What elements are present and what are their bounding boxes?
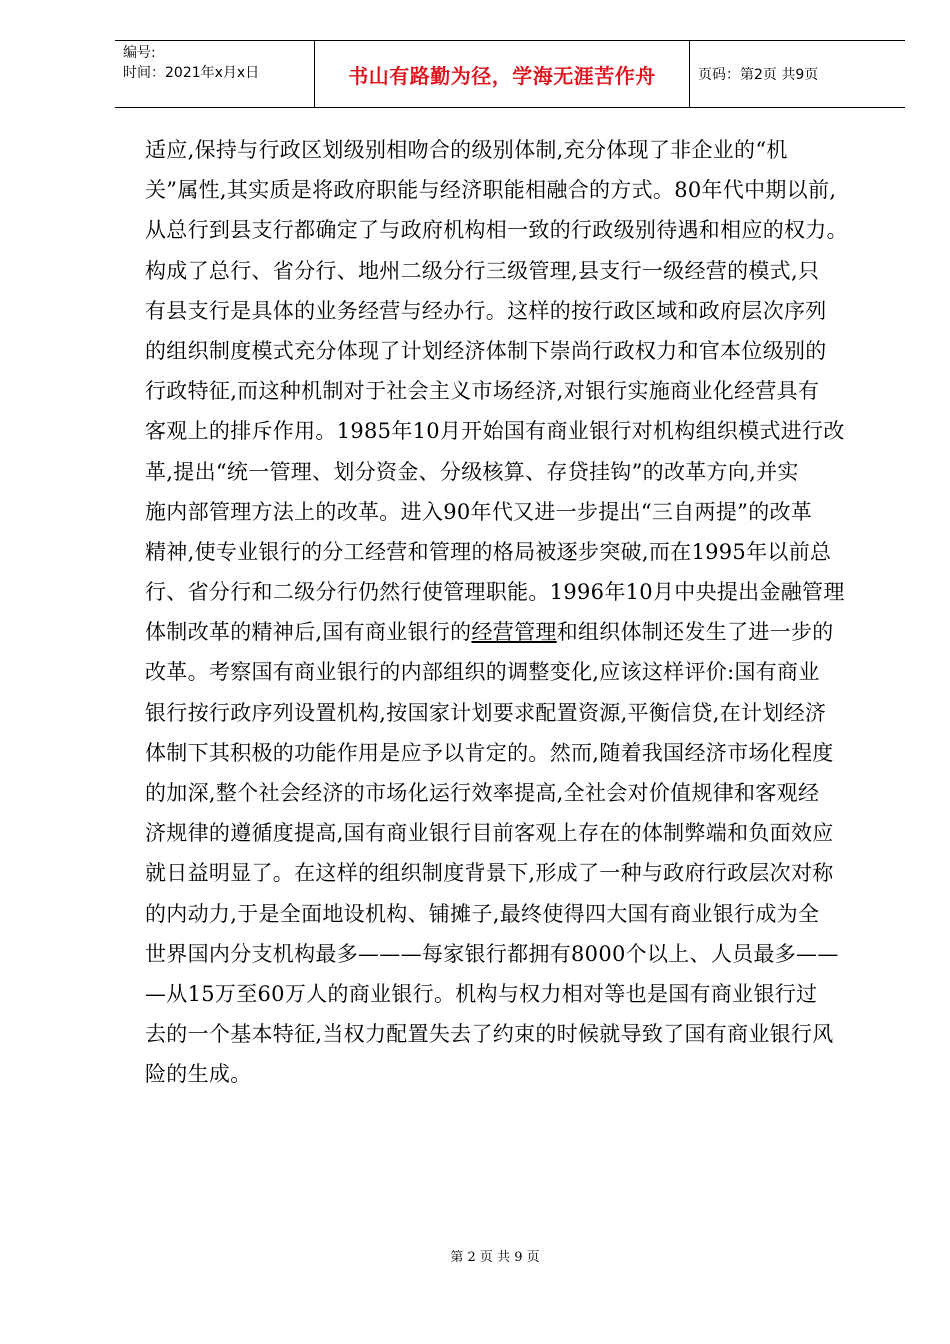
body-line: 体制下其积极的功能作用是应予以肯定的。然而,随着我国经济市场化程度 — [145, 740, 834, 765]
body-line: 精神,使专业银行的分工经营和管理的格局被逐步突破,而在1995年以前总 — [145, 539, 832, 564]
header-motto: 书山有路勤为径，学海无涯苦作舟 — [315, 41, 690, 107]
body-line: 适应,保持与行政区划级别相吻合的级别体制,充分体现了非企业的“机 — [145, 138, 788, 162]
body-paragraph — [145, 130, 880, 1095]
body-line: 关”属性,其实质是将政府职能与经济职能相融合的方式。80年代中期以前, — [145, 178, 837, 203]
number-label: 编号: — [123, 45, 156, 61]
body-line: 险的生成。 — [145, 1062, 252, 1087]
body-line: 从总行到县支行都确定了与政府机构相一致的行政级别待遇和相应的权力。 — [145, 218, 848, 243]
header-page-code: 页码：第2页 共9页 — [698, 67, 819, 83]
body-line: 革,提出“统一管理、划分资金、分级核算、存贷挂钩”的改革方向,并实 — [145, 459, 799, 484]
document-header — [115, 40, 905, 108]
time-label: 时间：2021年x月x日 — [123, 65, 260, 81]
body-line: 构成了总行、省分行、地州二级分行三级管理,县支行一级经营的模式,只 — [145, 258, 820, 283]
management-link[interactable]: 经营管理 — [471, 620, 557, 645]
body-line: 济规律的遵循度提高,国有商业银行目前客观上存在的体制弊端和负面效应 — [145, 821, 834, 846]
body-text-segment: 和组织体制还发生了进一步的 — [556, 620, 834, 645]
page-footer: 第 2 页 共 9 页 — [450, 1250, 540, 1265]
body-line-with-link — [145, 612, 880, 652]
body-line: 改革。考察国有商业银行的内部组织的调整变化,应该这样评价:国有商业 — [145, 660, 820, 685]
body-line: 施内部管理方法上的改革。进入90年代又进一步提出“三自两提”的改革 — [145, 499, 813, 524]
body-line: 的组织制度模式充分体现了计划经济体制下崇尚行政权力和官本位级别的 — [145, 338, 827, 363]
body-line: 的内动力,于是全面地设机构、铺摊子,最终使得四大国有商业银行成为全 — [145, 901, 820, 926]
body-line: 银行按行政序列设置机构,按国家计划要求配置资源,平衡信贷,在计划经济 — [145, 700, 827, 725]
body-line: 行、省分行和二级分行仍然行使管理职能。1996年10月中央提出金融管理 — [145, 580, 845, 605]
header-meta — [115, 41, 315, 107]
body-line: 客观上的排斥作用。1985年10月开始国有商业银行对机构组织模式进行改 — [145, 419, 845, 444]
body-line: 就日益明显了。在这样的组织制度背景下,形成了一种与政府行政层次对称 — [145, 861, 834, 886]
body-line: —从15万至60万人的商业银行。机构与权力相对等也是国有商业银行过 — [145, 981, 818, 1006]
body-line: 的加深,整个社会经济的市场化运行效率提高,全社会对价值规律和客观经 — [145, 781, 820, 805]
body-text-segment: 体制改革的精神后,国有商业银行的 — [145, 620, 472, 645]
body-line: 世界国内分支机构最多———每家银行都拥有8000个以上、人员最多—— — [145, 941, 839, 966]
body-line: 行政特征,而这种机制对于社会主义市场经济,对银行实施商业化经营具有 — [145, 379, 820, 404]
body-line: 有县支行是具体的业务经营与经办行。这样的按行政区域和政府层次序列 — [145, 298, 827, 323]
body-line: 去的一个基本特征,当权力配置失去了约束的时候就导致了国有商业银行风 — [145, 1022, 834, 1047]
